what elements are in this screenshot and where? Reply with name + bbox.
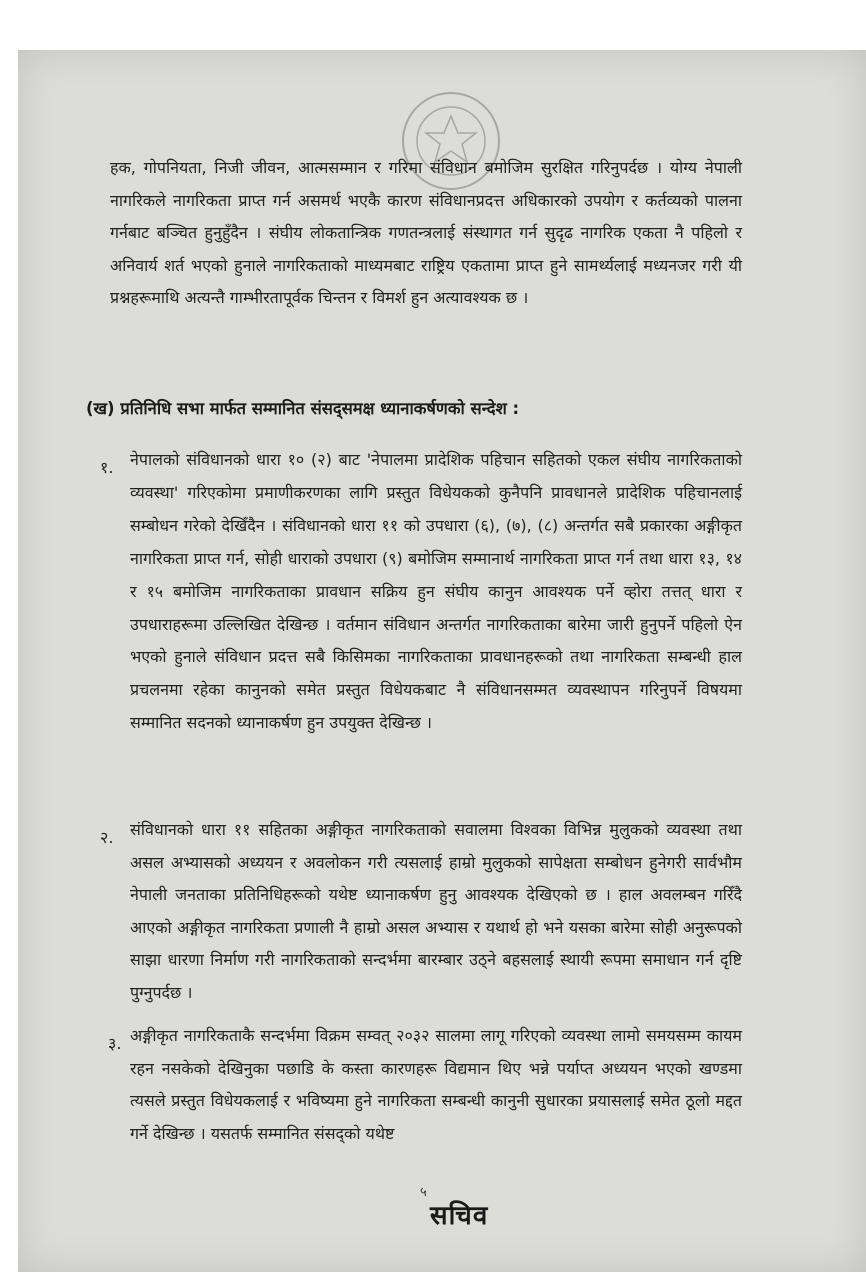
item-paragraph-1: नेपालको संविधानको धारा १० (२) बाट 'नेपालमा प्रादेशिक पहिचान सहितको एकल संघीय नागरिकताको व्यवस्था' गरिएकोमा प्रमाणीकरणका लागि प्रस्तुत विधेयकको कुनैपनि प्रावधानले प्रादेशिक पहिचानलाई सम्बोधन गरेको देखिँदैन । संविधानको धारा ११ को उपधारा (६), (७), (८) अन्तर्गत सबै प्रकारका अङ्गीकृत नागरिकता प्राप्त गर्न, सोही धाराको उपधारा (९) बमोजिम सम्मानार्थ नागरिकता प्राप्त गर्न तथा धारा १३, १४ र १५ बमोजिम नागरिकताका प्रावधान सक्रिय हुन संघीय कानुन आवश्यक पर्ने व्होरा तत्तत् धारा र उपधाराहरूमा उल्लिखित देखिन्छ । वर्तमान संविधान अन्तर्गत नागरिकताका बारेमा जारी हुनुपर्ने पहिलो ऐन भएको हुनाले संविधान प्रदत्त सबै किसिमका नागरिकताका प्रावधानहरूको तथा नागरिकता सम्बन्धी हाल प्रचलनमा रहेका कानुनको समेत प्रस्तुत विधेयकबाट नै संविधानसम्मत व्यवस्थापन गरिनुपर्ने विषयमा सम्मानित सदनको ध्यानाकर्षण हुन उपयुक्त देखिन्छ ।: [130, 450, 742, 733]
item-number: १.: [100, 458, 114, 477]
item-paragraph-2: संविधानको धारा ११ सहितका अङ्गीकृत नागरिकताको सवालमा विश्वका विभिन्न मुलुकको व्यवस्था तथा असल अभ्यासको अध्ययन र अवलोकन गरी त्यसलाई हाम्रो मुलुकको सापेक्षता सम्बोधन हुनेगरी सार्वभौम नेपाली जनताका प्रतिनिधिहरूको यथेष्ट ध्यानाकर्षण हुनु आवश्यक देखिएको छ । हाल अवलम्बन गरिँदै आएको अङ्गीकृत नागरिकता प्रणाली नै हाम्रो असल अभ्यास र यथार्थ हो भने यसका बारेमा सोही अनुरूपको साझा धारणा निर्माण गरी नागरिकताको सन्दर्भमा बारम्बार उठ्ने बहसलाई स्थायी रूपमा समाधान गर्न दृष्टि पुग्नुपर्दछ ।: [130, 820, 742, 1002]
top-margin: [0, 0, 866, 50]
page-number: ५: [420, 1185, 427, 1200]
item-number: ३.: [108, 1034, 122, 1053]
intro-paragraph: हक, गोपनियता, निजी जीवन, आत्मसम्मान र गरिमा संविधान बमोजिम सुरक्षित गरिनुपर्दछ । योग्य नेपाली नागरिकले नागरिकता प्राप्त गर्न असमर्थ भएकै कारण संविधानप्रदत्त अधिकारको उपयोग र कर्तव्यको पालना गर्नबाट बञ्चित हुनुहुँदैन । संघीय लोकतान्त्रिक गणतन्त्रलाई संस्थागत गर्न सुदृढ नागरिक एकता नै पहिलो र अनिवार्य शर्त भएको हुनाले नागरिकताको माध्यमबाट राष्ट्रिय एकतामा प्राप्त हुने सामर्थ्यलाई मध्यनजर गरी यी प्रश्नहरूमाथि अत्यन्तै गाम्भीरतापूर्वक चिन्तन र विमर्श हुन अत्यावश्यक छ ।: [110, 158, 742, 307]
section-heading: (ख) प्रतिनिधि सभा मार्फत सम्मानित संसद्समक्ष ध्यानाकर्षणको सन्देश :: [86, 399, 520, 418]
signature-word: सचिव: [430, 1201, 489, 1231]
item-paragraph-3: अङ्गीकृत नागरिकताकै सन्दर्भमा विक्रम सम्वत् २०३२ सालमा लागू गरिएको व्यवस्था लामो समयसम्म कायम रहन नसकेको देखिनुका पछाडि के कस्ता कारणहरू विद्यमान थिए भन्ने पर्याप्त अध्ययन भएको खण्डमा त्यसले प्रस्तुत विधेयकलाई र भविष्यमा हुने नागरिकता सम्बन्धी कानुनी सुधारका प्रयासलाई समेत ठूलो मद्दत गर्ने देखिन्छ । यसतर्फ सम्मानित संसद्को यथेष्ट: [130, 1026, 742, 1143]
item-number: २.: [100, 828, 114, 847]
